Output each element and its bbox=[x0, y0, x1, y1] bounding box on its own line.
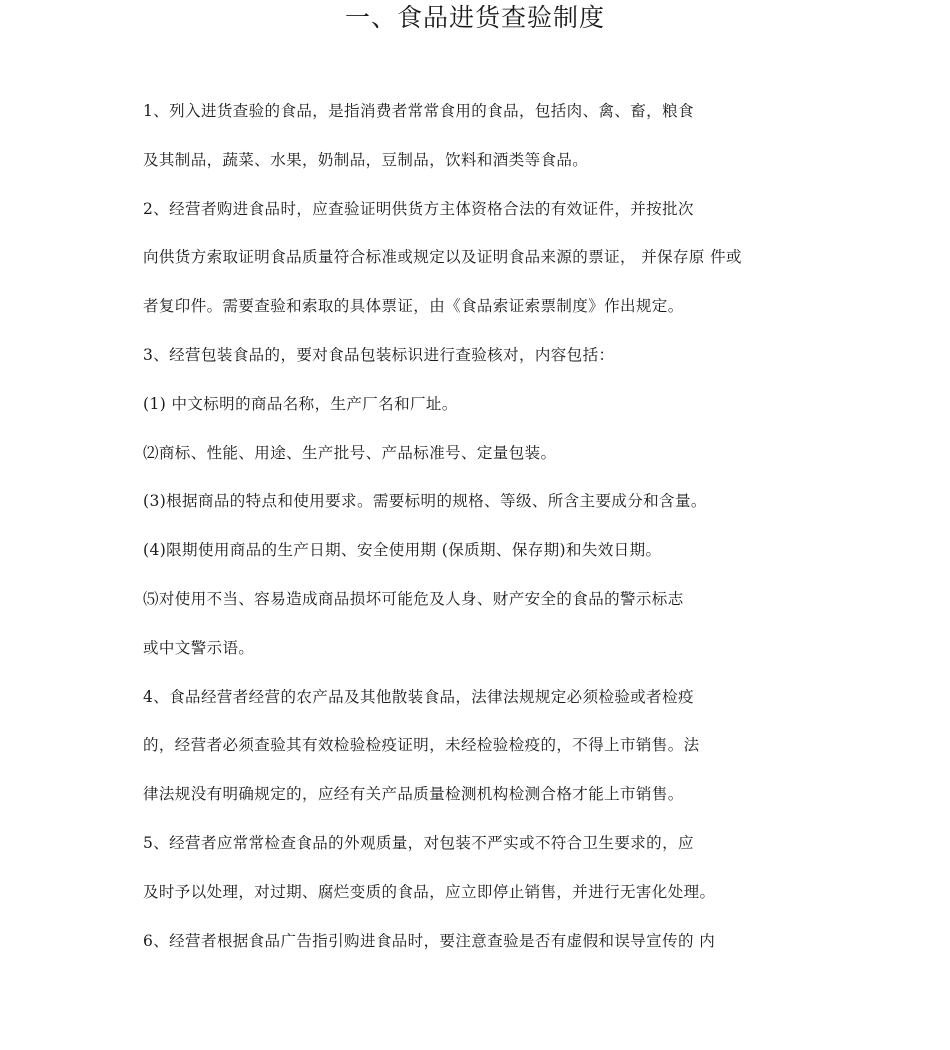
text-line: 向供货方索取证明食品质量符合标准或规定以及证明食品来源的票证， 并保存原 件或 bbox=[143, 248, 742, 267]
text-line: 律法规没有明确规定的，应经有关产品质量检测机构检测合格才能上市销售。 bbox=[143, 785, 684, 804]
text-line: 的，经营者必须查验其有效检验检疫证明，未经检验检疫的，不得上市销售。法 bbox=[143, 736, 700, 755]
text-line: (3)根据商品的特点和使用要求。需要标明的规格、等级、所含主要成分和含量。 bbox=[143, 492, 707, 511]
text-line: 及其制品，蔬菜、水果，奶制品，豆制品，饮料和酒类等食品。 bbox=[143, 150, 589, 169]
text-line: 4、食品经营者经营的农产品及其他散装食品，法律法规规定必须检验或者检疫 bbox=[143, 687, 694, 706]
text-line: ⑸对使用不当、容易造成商品损坏可能危及人身、财产安全的食品的警示标志 bbox=[143, 589, 684, 608]
text-line: (1) 中文标明的商品名称，生产厂名和厂址。 bbox=[143, 394, 458, 413]
document-body bbox=[143, 96, 823, 974]
text-line: ⑵商标、性能、用途、生产批号、产品标准号、定量包装。 bbox=[143, 443, 557, 462]
text-line: 或中文警示语。 bbox=[143, 638, 255, 657]
text-line: 5、经营者应常常检查食品的外观质量，对包装不严实或不符合卫生要求的，应 bbox=[143, 833, 694, 852]
text-line: 者复印件。需要查验和索取的具体票证，由《食品索证索票制度》作出规定。 bbox=[143, 297, 684, 316]
document-title: 一、食品进货查验制度 bbox=[344, 3, 605, 32]
text-line: (4)限期使用商品的生产日期、安全使用期 (保质期、保存期)和失效日期。 bbox=[143, 541, 662, 560]
text-line: 6、经营者根据食品广告指引购进食品时，要注意查验是否有虚假和误导宣传的 内 bbox=[143, 931, 716, 950]
text-line: 及时予以处理，对过期、腐烂变质的食品，应立即停止销售，并进行无害化处理。 bbox=[143, 882, 716, 901]
text-line: 1、列入进货查验的食品，是指消费者常常食用的食品，包括肉、禽、畜，粮食 bbox=[143, 102, 694, 120]
text-line: 3、经营包装食品的，要对食品包装标识进行查验核对，内容包括： bbox=[143, 345, 615, 364]
text-line: 2、经营者购进食品时，应查验证明供货方主体资格合法的有效证件，并按批次 bbox=[143, 199, 694, 218]
